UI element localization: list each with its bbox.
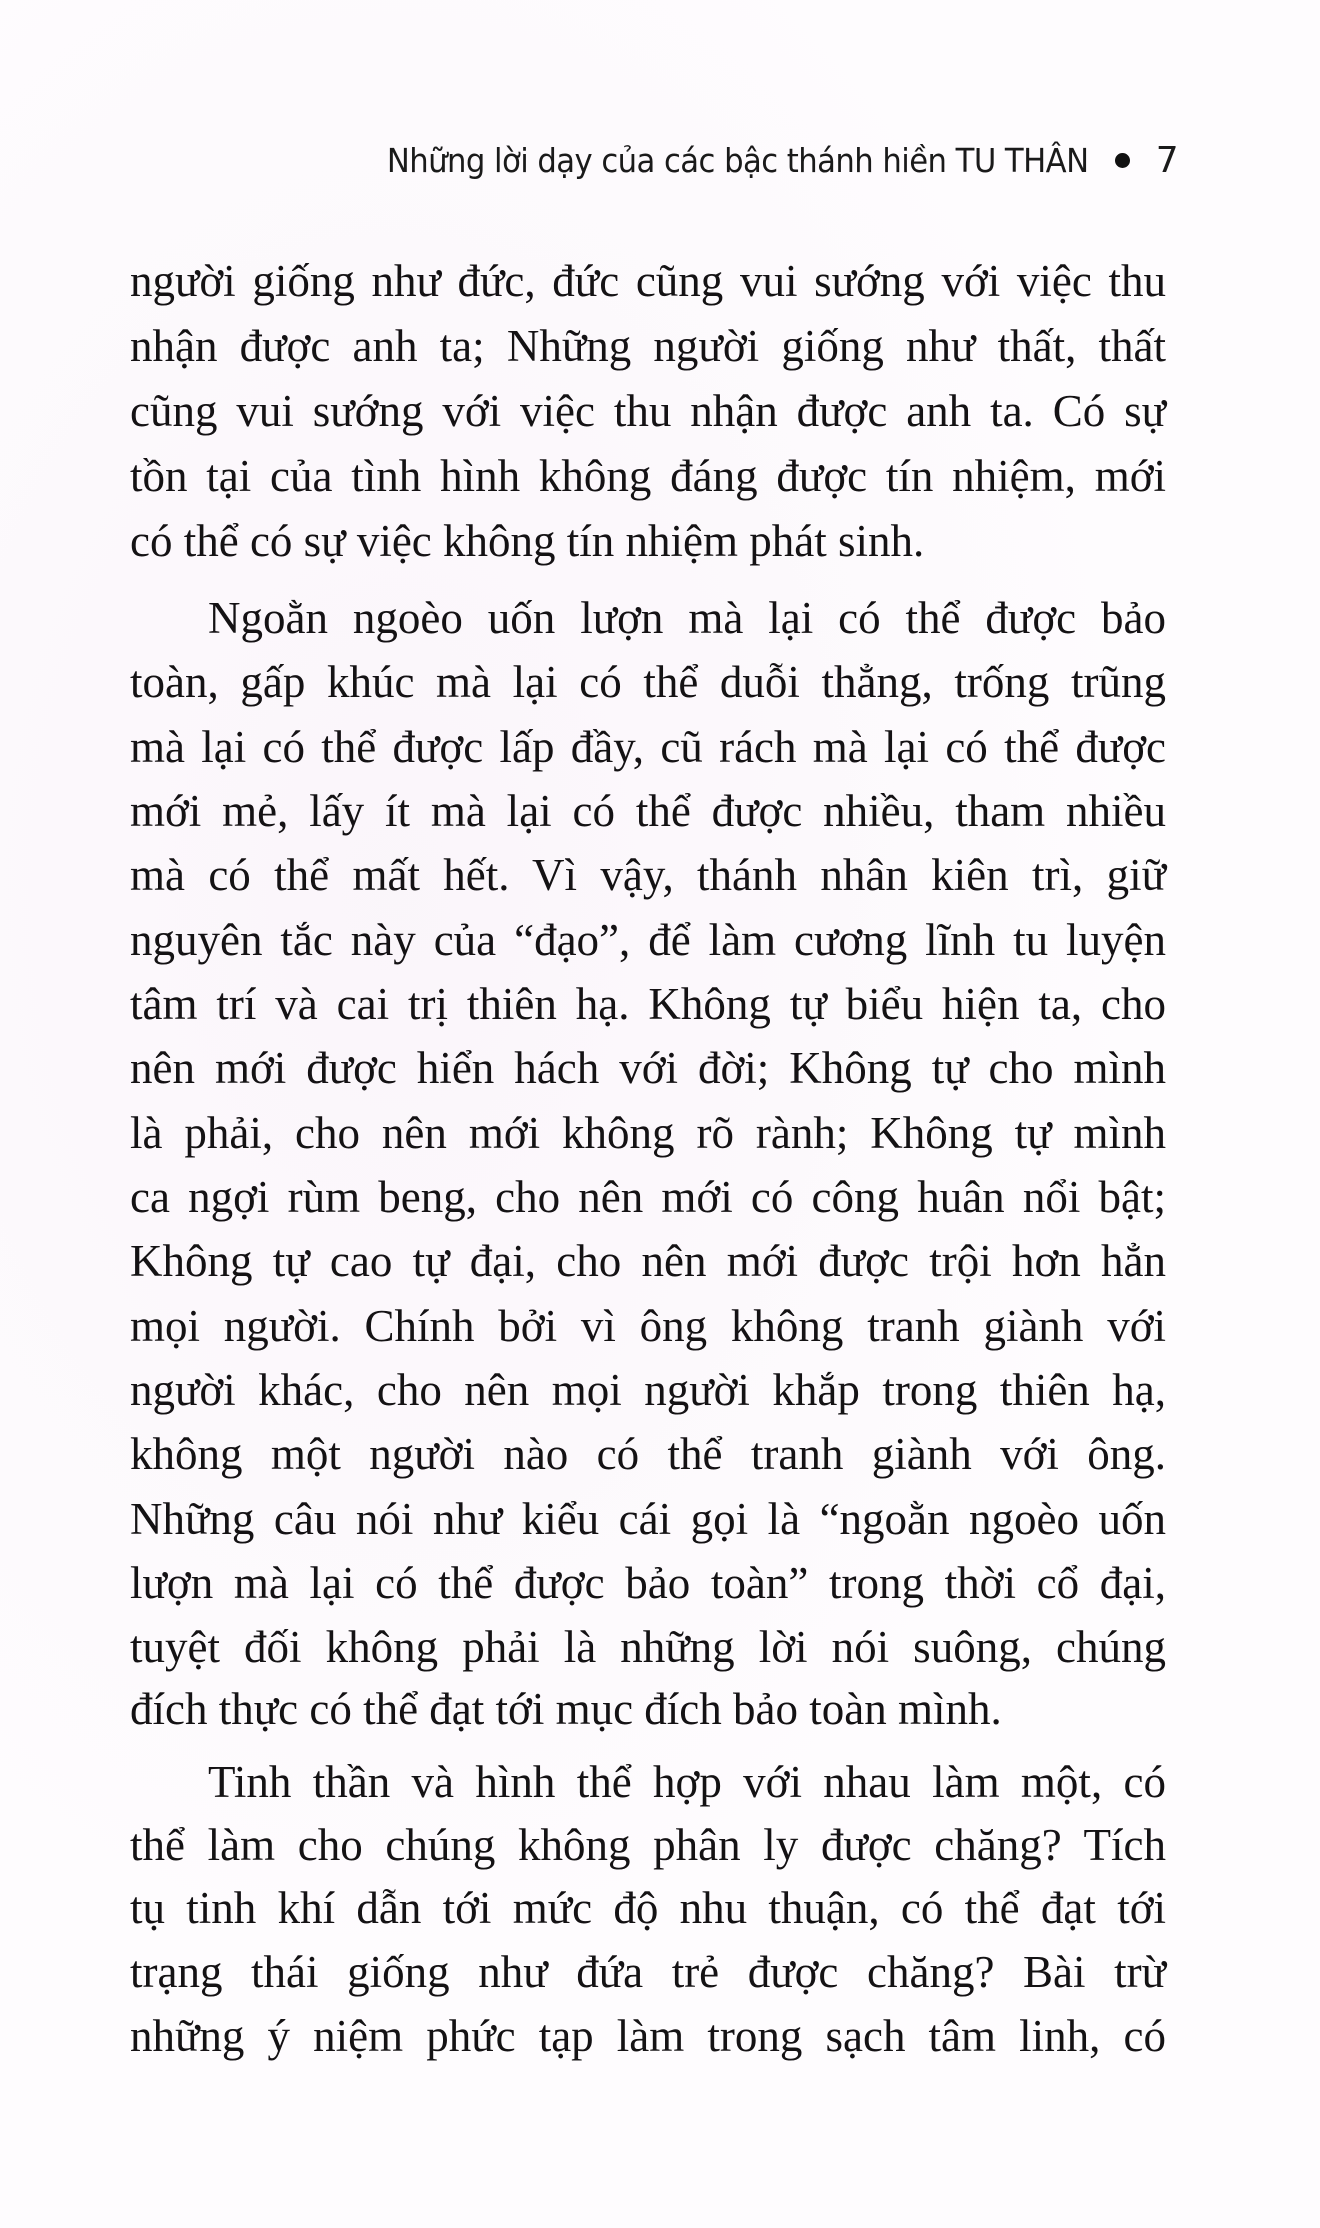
text-line: mà lại có thể được lấp đầy, cũ rách mà lại có thể được — [130, 722, 1166, 772]
text-line: cũng vui sướng với việc thu nhận được anh ta. Có sự — [130, 386, 1166, 436]
text-line: ca ngợi rùm beng, cho nên mới có công huân nổi bật; — [130, 1172, 1166, 1222]
text-line: nhận được anh ta; Những người giống như thất, thất — [130, 321, 1166, 371]
text-line: đích thực có thể đạt tới mục đích bảo toàn mình. — [130, 1684, 1002, 1734]
text-line: thể làm cho chúng không phân ly được chăng? Tích — [130, 1820, 1166, 1870]
text-line: mà có thể mất hết. Vì vậy, thánh nhân kiên trì, giữ — [130, 850, 1166, 900]
text-line: tâm trí và cai trị thiên hạ. Không tự biểu hiện ta, cho — [130, 979, 1166, 1029]
text-line: người giống như đức, đức cũng vui sướng với việc thu — [130, 256, 1166, 306]
bullet-dot-icon — [1115, 153, 1130, 168]
text-line: tuyệt đối không phải là những lời nói suông, chúng — [130, 1622, 1166, 1672]
text-line: mới mẻ, lấy ít mà lại có thể được nhiều, tham nhiều — [130, 786, 1166, 836]
running-title: Những lời dạy của các bậc thánh hiền TU THÂN — [387, 140, 1089, 180]
text-line: tụ tinh khí dẫn tới mức độ nhu thuận, có thể đạt tới — [130, 1883, 1166, 1933]
text-line: nguyên tắc này của “đạo”, để làm cương lĩnh tu luyện — [130, 915, 1166, 965]
text-line: Không tự cao tự đại, cho nên mới được trội hơn hẳn — [130, 1236, 1166, 1286]
text-line: Những câu nói như kiểu cái gọi là “ngoằn ngoèo uốn — [130, 1494, 1166, 1544]
text-line: tồn tại của tình hình không đáng được tín nhiệm, mới — [130, 451, 1166, 501]
running-header — [258, 136, 1178, 184]
text-line: Ngoằn ngoèo uốn lượn mà lại có thể được bảo — [208, 593, 1166, 643]
text-line: những ý niệm phức tạp làm trong sạch tâm linh, có — [130, 2011, 1166, 2061]
text-line: nên mới được hiển hách với đời; Không tự cho mình — [130, 1043, 1166, 1093]
text-line: người khác, cho nên mọi người khắp trong thiên hạ, — [130, 1365, 1166, 1415]
page-number: 7 — [1155, 139, 1178, 181]
text-line: lượn mà lại có thể được bảo toàn” trong thời cổ đại, — [130, 1558, 1166, 1608]
text-line: là phải, cho nên mới không rõ rành; Không tự mình — [130, 1108, 1166, 1158]
text-line: toàn, gấp khúc mà lại có thể duỗi thẳng, trống trũng — [130, 657, 1166, 707]
text-line: mọi người. Chính bởi vì ông không tranh giành với — [130, 1301, 1166, 1351]
text-line: có thể có sự việc không tín nhiệm phát sinh. — [130, 516, 925, 566]
text-line: trạng thái giống như đứa trẻ được chăng? Bài trừ — [130, 1947, 1166, 1997]
text-line: Tinh thần và hình thể hợp với nhau làm một, có — [208, 1757, 1166, 1807]
text-line: không một người nào có thể tranh giành với ông. — [130, 1429, 1166, 1479]
